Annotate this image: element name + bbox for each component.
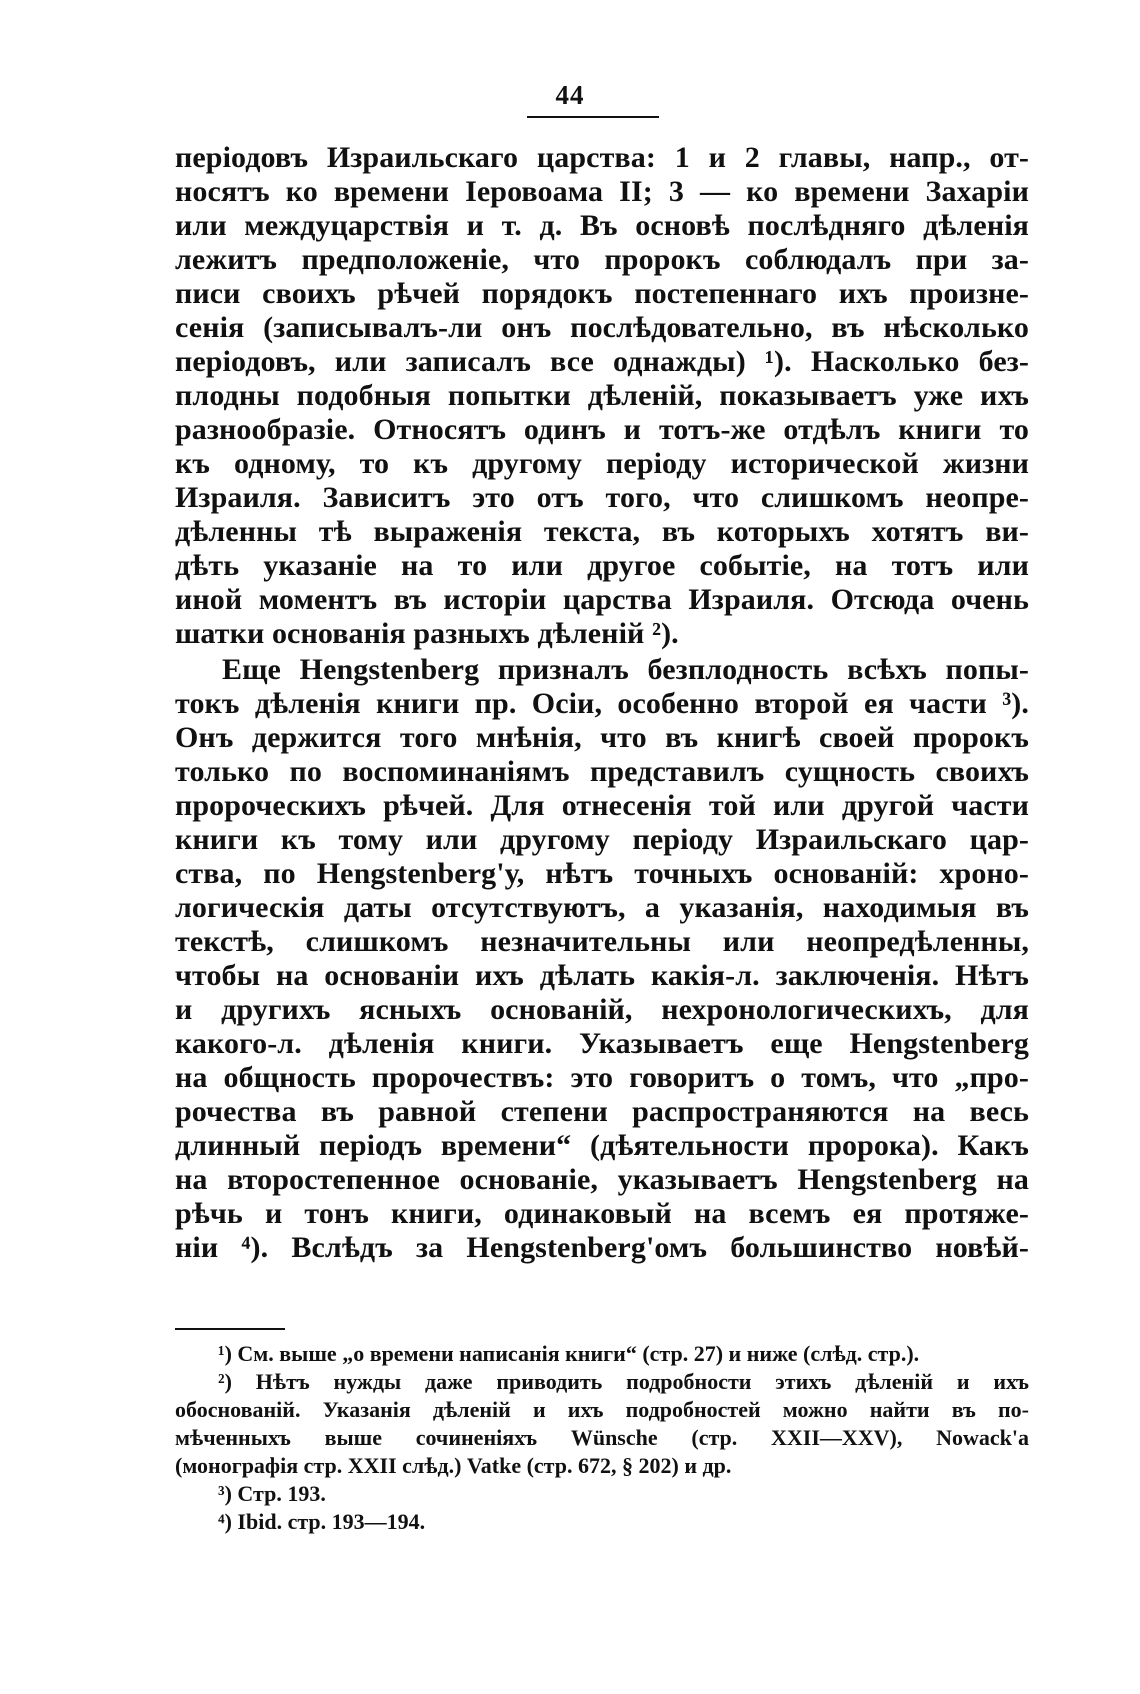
body-line: Онъ держится того мнѣнія, что въ книгѣ своей пророкъ bbox=[175, 721, 1029, 754]
body-line: плодны подобныя попытки дѣленій, показываетъ уже ихъ bbox=[175, 379, 1029, 412]
body-line: чтобы на основаніи ихъ дѣлать какія-л. заключенія. Нѣтъ bbox=[175, 959, 1029, 992]
body-line: носятъ ко времени Іеровоама II; 3 — ко времени Захаріи bbox=[175, 175, 1029, 208]
body-line: только по воспоминаніямъ представилъ сущность своихъ bbox=[175, 755, 1029, 788]
footnote-line: ³) Стр. 193. bbox=[218, 1481, 326, 1506]
header-rule bbox=[527, 116, 659, 118]
body-line: Израиля. Зависитъ это отъ того, что слишкомъ неопре- bbox=[175, 481, 1029, 514]
body-line: текстѣ, слишкомъ незначительны или неопредѣленны, bbox=[175, 925, 1029, 958]
body-line: писи своихъ рѣчей порядокъ постепеннаго ихъ произне- bbox=[175, 277, 1029, 310]
body-line: длинный періодъ времени“ (дѣятельности пророка). Какъ bbox=[175, 1129, 1029, 1162]
body-line: или междуцарствія и т. д. Въ основѣ послѣдняго дѣленія bbox=[175, 209, 1029, 242]
body-line: періодовъ, или записалъ все однажды) ¹). Насколько без- bbox=[175, 345, 1029, 378]
body-line: и другихъ ясныхъ основаній, нехронологическихъ, для bbox=[175, 993, 1029, 1026]
footnote-line: (монографія стр. XXII слѣд.) Vatke (стр. 672, § 202) и др. bbox=[175, 1453, 732, 1478]
body-line: дѣть указаніе на то или другое событіе, на тотъ или bbox=[175, 549, 1029, 582]
body-line: сенія (записывалъ-ли онъ послѣдовательно, въ нѣсколько bbox=[175, 311, 1029, 344]
footnote-line: ¹) См. выше „о времени написанія книги“ (стр. 27) и ниже (слѣд. стр.). bbox=[218, 1341, 920, 1366]
body-line: дѣленны тѣ выраженія текста, въ которыхъ хотятъ ви- bbox=[175, 515, 1029, 548]
footnote-line: ⁴) Ibid. стр. 193—194. bbox=[218, 1509, 426, 1534]
body-line: на общность пророчествъ: это говоритъ о томъ, что „про- bbox=[175, 1061, 1029, 1094]
body-line: Еще Hengstenberg призналъ безплодность всѣхъ попы- bbox=[222, 653, 1029, 686]
body-line: разнообразіе. Относятъ одинъ и тотъ-же отдѣлъ книги то bbox=[175, 413, 1029, 446]
body-line: пророческихъ рѣчей. Для отнесенія той или другой части bbox=[175, 789, 1029, 822]
body-line: логическія даты отсутствуютъ, а указанія, находимыя въ bbox=[175, 891, 1029, 924]
body-line: лежитъ предположеніе, что пророкъ соблюдалъ при за- bbox=[175, 243, 1029, 276]
body-line: ства, по Hengstenberg'у, нѣтъ точныхъ основаній: хроно- bbox=[175, 857, 1029, 890]
body-line: шатки основанія разныхъ дѣленій ²). bbox=[175, 617, 679, 650]
body-line: ніи ⁴). Вслѣдъ за Hengstenberg'омъ большинство новѣй- bbox=[175, 1231, 1029, 1264]
footnote-line: обоснованій. Указанія дѣленій и ихъ подробностей можно найти въ по- bbox=[175, 1397, 1029, 1422]
body-line: на второстепенное основаніе, указываетъ Hengstenberg на bbox=[175, 1163, 1029, 1196]
body-line: иной моментъ въ исторіи царства Израиля. Отсюда очень bbox=[175, 583, 1029, 616]
body-line: періодовъ Израильскаго царства: 1 и 2 главы, напр., от- bbox=[175, 141, 1029, 174]
footnote-rule bbox=[175, 1328, 285, 1330]
body-line: книги къ тому или другому періоду Израильскаго цар- bbox=[175, 823, 1029, 856]
footnote-line: мѣченныхъ выше сочиненіяхъ Wünsche (стр. XXII—XXV), Nowack'a bbox=[175, 1425, 1029, 1450]
body-line: рочества въ равной степени распространяются на весь bbox=[175, 1095, 1029, 1128]
body-line: рѣчь и тонъ книги, одинаковый на всемъ ея протяже- bbox=[175, 1197, 1029, 1230]
footnote-line: ²) Нѣтъ нужды даже приводить подробности этихъ дѣленій и ихъ bbox=[218, 1369, 1029, 1394]
page-number: 44 bbox=[555, 80, 585, 110]
body-line: какого-л. дѣленія книги. Указываетъ еще Hengstenberg bbox=[175, 1027, 1029, 1060]
body-line: къ одному, то къ другому періоду исторической жизни bbox=[175, 447, 1029, 480]
body-line: токъ дѣленія книги пр. Осіи, особенно второй ея части ³). bbox=[175, 687, 1029, 720]
